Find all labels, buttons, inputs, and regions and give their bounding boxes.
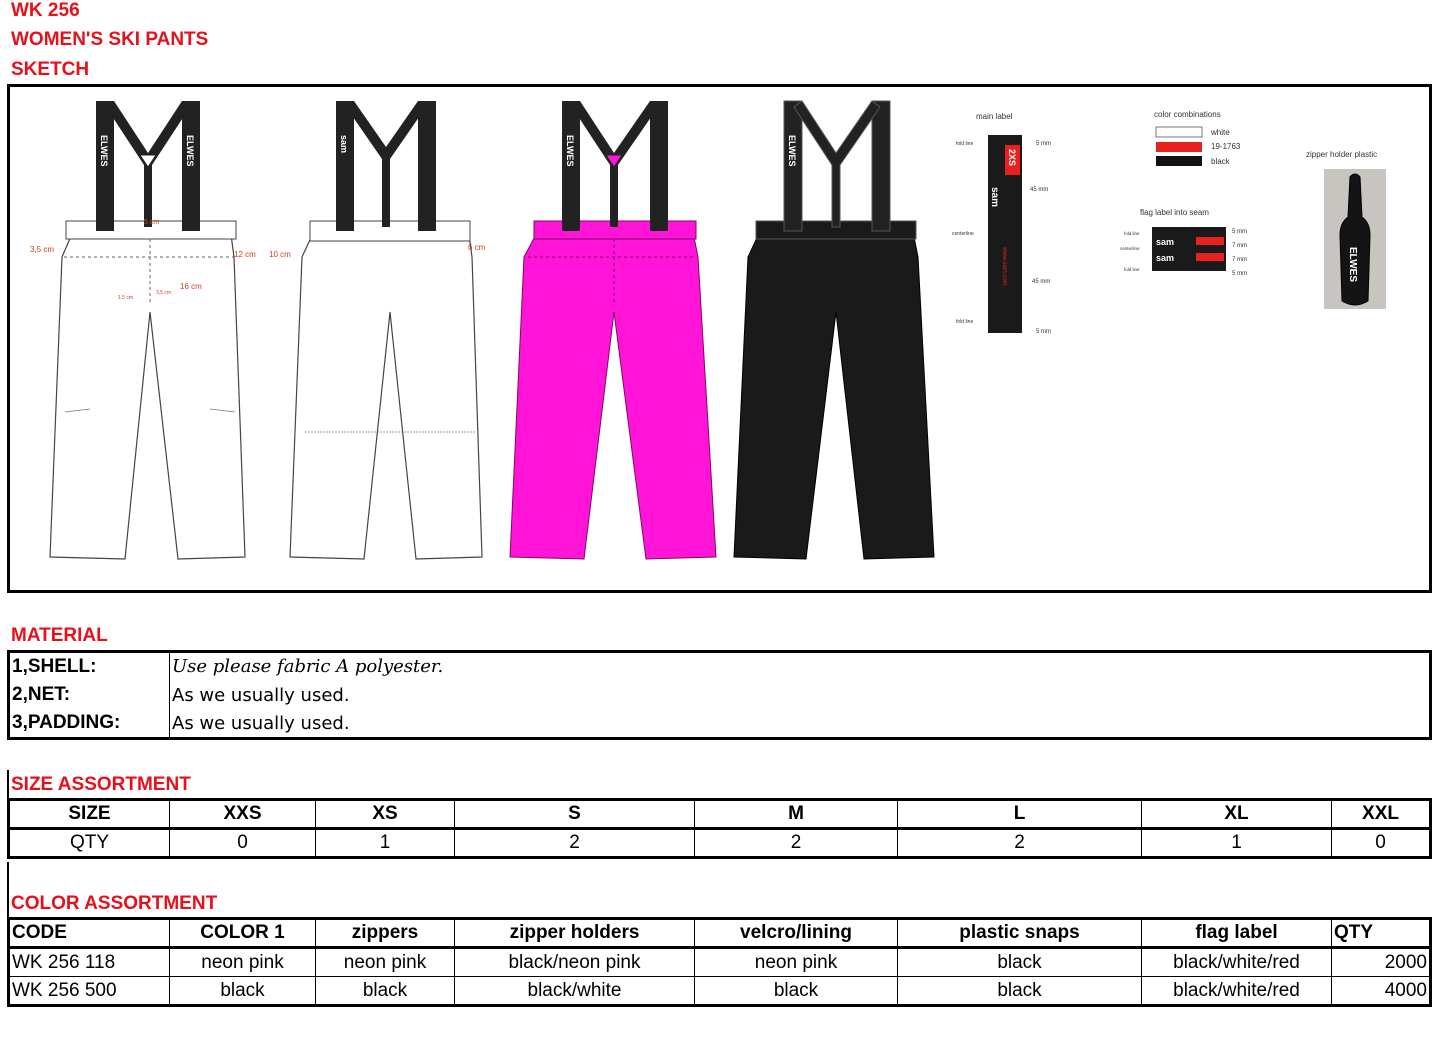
color-code: WK 256 118 (9, 948, 170, 977)
material-title: MATERIAL (11, 625, 108, 646)
pants-back-white (269, 101, 486, 559)
size-header-cell: XXL (1332, 800, 1431, 829)
dim-pocket-h: 12 cm (234, 250, 256, 259)
dim-waist-tab: 5 cm (144, 219, 160, 226)
size-header-cell: XL (1142, 800, 1332, 829)
color-code: WK 256 500 (9, 977, 170, 1006)
flag-label-brand-2: sam (1156, 253, 1175, 263)
material-row (9, 710, 1431, 739)
color-combinations (1154, 110, 1241, 166)
main-label-m1: 5 mm (1036, 141, 1051, 147)
color-header-cell: zipper holders (455, 919, 695, 948)
style-code: WK 256 (11, 0, 80, 21)
size-header-label: SIZE (9, 800, 170, 829)
color-qty: 4000 (1332, 977, 1431, 1006)
dim-small-a: 1,5 cm (118, 295, 134, 301)
color-header-cell: flag label (1142, 919, 1332, 948)
main-label-size: 2XS (1007, 149, 1017, 167)
color-cell: neon pink (695, 948, 898, 977)
material-table (7, 650, 1432, 740)
table-row (9, 948, 1431, 977)
main-label-spec (952, 112, 1051, 335)
color-cell: neon pink (170, 948, 316, 977)
pants-front-white (30, 101, 256, 559)
color-cell: black (898, 948, 1142, 977)
flag-label-m3: 7 mm (1232, 257, 1247, 263)
material-key: 3,PADDING: (9, 710, 170, 739)
size-section-marker (7, 770, 9, 798)
main-label-url: www.sam.com (1001, 247, 1007, 286)
main-label-brand: sam (989, 187, 1000, 208)
strap-text-front-2: ELWES (185, 135, 195, 167)
flag-label-centerline: centerline (1120, 246, 1140, 251)
size-qty-cell: 1 (316, 829, 455, 858)
material-value: As we usually used. (172, 684, 350, 706)
color-section-marker (7, 862, 9, 918)
size-qty-cell: 0 (170, 829, 316, 858)
sketch-panel (7, 84, 1432, 593)
material-value: As we usually used. (172, 712, 350, 734)
color-cell: black/neon pink (455, 948, 695, 977)
main-label-centerline: centerline (952, 231, 974, 237)
main-label-title: main label (976, 112, 1013, 121)
flag-label-spec (1120, 208, 1247, 277)
dim-back-left: 10 cm (269, 250, 291, 259)
main-label-fold-bottom: fold line (956, 319, 974, 325)
size-qty-cell: 2 (898, 829, 1142, 858)
color-header-cell: plastic snaps (898, 919, 1142, 948)
size-qty-cell: 1 (1142, 829, 1332, 858)
color-combinations-title: color combinations (1154, 110, 1221, 119)
color-header-code: CODE (9, 919, 170, 948)
size-header-cell: XXS (170, 800, 316, 829)
combo-name-red: 19-1763 (1211, 142, 1241, 151)
material-row (9, 652, 1431, 681)
color-cell: black (695, 977, 898, 1006)
size-header-cell: L (898, 800, 1142, 829)
swatch-red (1156, 142, 1202, 152)
color-header-cell: zippers (316, 919, 455, 948)
strap-text-black: ELWES (787, 135, 797, 167)
size-qty-label: QTY (9, 829, 170, 858)
strap-text-back: sam (339, 135, 349, 154)
main-label-m2: 45 mm (1030, 187, 1049, 193)
combo-name-black: black (1211, 157, 1230, 166)
color-cell: black (898, 977, 1142, 1006)
color-cell: black/white/red (1142, 948, 1332, 977)
zipper-holder-title: zipper holder plastic (1306, 150, 1378, 159)
dim-side: 3,5 cm (30, 245, 55, 254)
table-row (9, 977, 1431, 1006)
size-assortment-title: SIZE ASSORTMENT (11, 774, 191, 795)
main-label-m4: 5 mm (1036, 329, 1051, 335)
style-name: WOMEN'S SKI PANTS (11, 29, 209, 50)
flag-label-m2: 7 mm (1232, 243, 1247, 249)
color-header-row (9, 919, 1431, 948)
color-table (7, 917, 1432, 1007)
strap-text-front: ELWES (99, 135, 109, 167)
zipper-holder-text: ELWES (1347, 247, 1358, 283)
color-assortment-title: COLOR ASSORTMENT (11, 893, 218, 914)
color-cell: black (316, 977, 455, 1006)
main-label-fold-top: fold line (956, 141, 974, 147)
combo-name-white: white (1211, 128, 1230, 137)
dim-small-b: 3,5 cm (156, 290, 172, 296)
size-qty-row (9, 829, 1431, 858)
dim-back-right: 6 cm (468, 243, 486, 252)
dim-pocket-w: 16 cm (180, 282, 202, 291)
color-cell: black/white (455, 977, 695, 1006)
flag-label-fold-bottom: fold line (1124, 267, 1140, 272)
flag-label-fold-top: fold line (1124, 231, 1140, 236)
zipper-holder-spec (1306, 150, 1386, 309)
size-qty-cell: 2 (455, 829, 695, 858)
color-header-cell: COLOR 1 (170, 919, 316, 948)
flag-label-brand-1: sam (1156, 237, 1175, 247)
pants-front-black (734, 101, 934, 559)
swatch-black (1156, 156, 1202, 166)
swatch-white (1156, 127, 1202, 137)
size-qty-cell: 0 (1332, 829, 1431, 858)
material-key: 1,SHELL: (9, 652, 170, 681)
color-cell: neon pink (316, 948, 455, 977)
size-table (7, 798, 1432, 859)
size-qty-cell: 2 (695, 829, 898, 858)
color-cell: black/white/red (1142, 977, 1332, 1006)
size-header-cell: S (455, 800, 695, 829)
pants-front-pink (510, 101, 716, 559)
color-header-cell: velcro/lining (695, 919, 898, 948)
color-cell: black (170, 977, 316, 1006)
size-header-row (9, 800, 1431, 829)
material-value: Use please fabric A polyester. (172, 656, 444, 678)
flag-label-m1: 5 mm (1232, 229, 1247, 235)
sketch-heading: SKETCH (11, 59, 90, 80)
color-qty: 2000 (1332, 948, 1431, 977)
main-label-m3: 45 mm (1032, 279, 1051, 285)
color-header-qty: QTY (1332, 919, 1431, 948)
material-key: 2,NET: (9, 681, 170, 710)
flag-label-m4: 5 mm (1232, 271, 1247, 277)
material-row (9, 681, 1431, 710)
size-header-cell: XS (316, 800, 455, 829)
flag-label-title: flag label into seam (1140, 208, 1209, 217)
strap-text-pink: ELWES (565, 135, 575, 167)
size-header-cell: M (695, 800, 898, 829)
